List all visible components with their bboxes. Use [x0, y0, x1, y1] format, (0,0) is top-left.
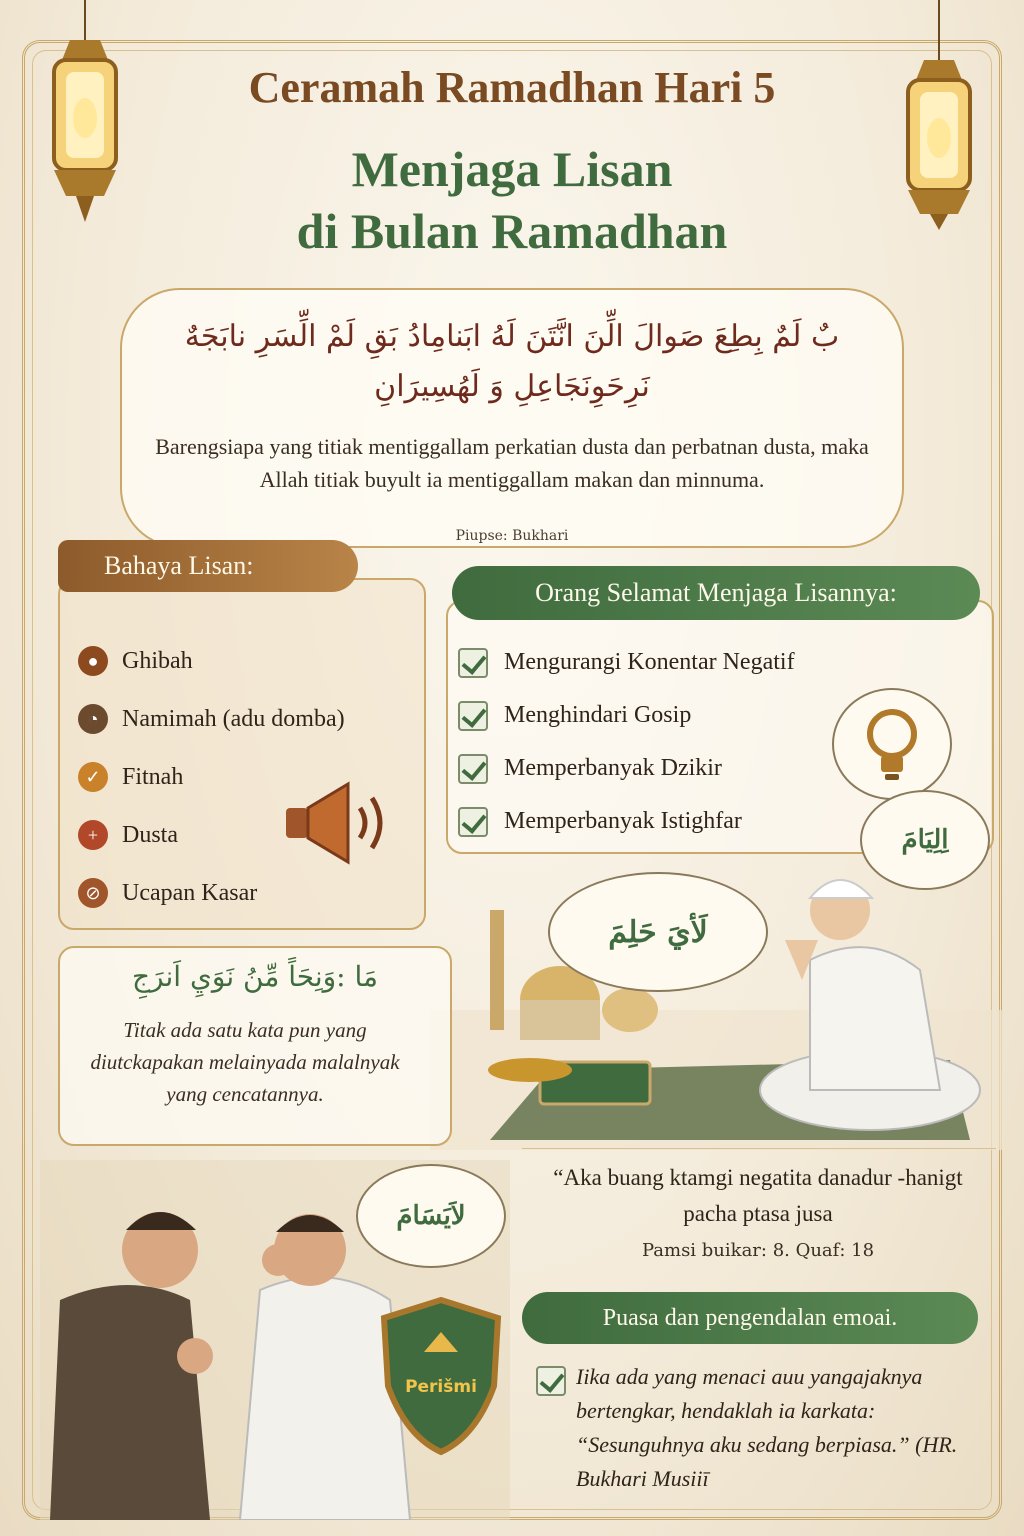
shield-label: Perišmi	[405, 1377, 477, 1397]
checkbox-icon	[458, 754, 488, 784]
puasa-title: Puasa dan pengendalan emoai.	[522, 1292, 978, 1344]
prohibited-icon: ⊘	[78, 878, 108, 908]
praying-speech-bubble: لَأيَ حَلِمَ	[548, 872, 768, 992]
selamat-item	[458, 689, 878, 742]
bahaya-item-ghibah	[78, 632, 418, 690]
page-subtitle	[0, 138, 1024, 262]
quote-text: “Aka buang ktamgi negatita danadur -hanigt pacha ptasa jusa	[553, 1165, 963, 1226]
subtitle-line-1: Menjaga Lisan	[351, 141, 673, 197]
checkbox-icon	[458, 807, 488, 837]
hadith-source: Piupse: Bukhari	[455, 528, 569, 544]
megaphone-icon	[282, 778, 392, 868]
man-figure	[760, 880, 980, 1130]
bahaya-item-label: Namimah (adu domba)	[122, 705, 345, 732]
check-mark-icon: ✓	[78, 762, 108, 792]
bahaya-item-label: Dusta	[122, 821, 178, 848]
selamat-item-label: Memperbanyak Dzikir	[504, 755, 722, 781]
kata-arabic: مَا :وَنِحَاً مِّنُ نَوَيِ اَنرَجِ	[131, 960, 379, 993]
hadith-arabic	[140, 312, 884, 412]
whisper-icon: ◔	[78, 704, 108, 734]
checkbox-icon	[536, 1366, 566, 1396]
plus-circle-icon: +	[78, 820, 108, 850]
bahaya-item-namimah	[78, 690, 418, 748]
brown-dot-icon: ●	[78, 646, 108, 676]
arguing-speech-bubble: لاَيَسَامَ	[356, 1164, 506, 1268]
orang-selamat-title: Orang Selamat Menjaga Lisannya:	[452, 566, 980, 620]
checkbox-icon	[458, 648, 488, 678]
selamat-item-label: Memperbanyak Istighfar	[504, 808, 742, 834]
checkbox-icon	[458, 701, 488, 731]
puasa-text: Iika ada yang menaci auu yangajaknya bertengkar, hendaklah ia karkata: “Sesunguhnya aku sedang berpiasa.” (HR. Bukhari Musiiī	[576, 1364, 958, 1491]
hadith-arabic-line-1: بٌ لَمٌ بِطِعَ صَوالَ الِّنَ انَّتَنَ لَهُ ابَنامِادُ بَقِ لَمْ الِّسَرِ نابَجَهٌ	[184, 319, 840, 354]
selamat-item-label: Mengurangi Konentar Negatif	[504, 649, 795, 675]
selamat-item	[458, 795, 878, 848]
hadith-arabic-line-2: نَرِحَوِنَجَاعِلِ وَ لَهُسِيرَانِ	[374, 369, 650, 404]
bahaya-item-label: Ucapan Kasar	[122, 879, 258, 906]
page-title: Ceramah Ramadhan Hari 5	[248, 63, 776, 112]
selamat-list	[458, 636, 878, 848]
bahaya-item-ucapan-kasar	[78, 864, 418, 922]
selamat-item	[458, 742, 878, 795]
subtitle-line-2: di Bulan Ramadhan	[296, 203, 728, 259]
kata-text: Titak ada satu kata pun yang diutckapakan melainyada malalnyak yang cencatannya.	[90, 1018, 400, 1106]
selamat-item-label: Menghindari Gosip	[504, 702, 692, 728]
selamat-item	[458, 636, 878, 689]
shield-icon	[376, 1296, 506, 1456]
bahaya-item-label: Ghibah	[122, 647, 193, 674]
bahaya-list	[78, 632, 418, 922]
bahaya-item-label: Fitnah	[122, 763, 184, 790]
bahaya-lisan-title: Bahaya Lisan:	[58, 540, 358, 592]
quote-source: Pamsi buikar: 8. Quaf: 18	[641, 1240, 875, 1261]
lightbulb-icon	[832, 688, 952, 800]
praying-small-bubble: اِلِيَامَ	[860, 790, 990, 890]
hadith-translation: Barengsiapa yang titiak mentiggallam perkatian dusta dan perbatnan dusta, maka Allah titiak buyult ia mentiggallam makan dan minnuma.	[155, 434, 869, 492]
